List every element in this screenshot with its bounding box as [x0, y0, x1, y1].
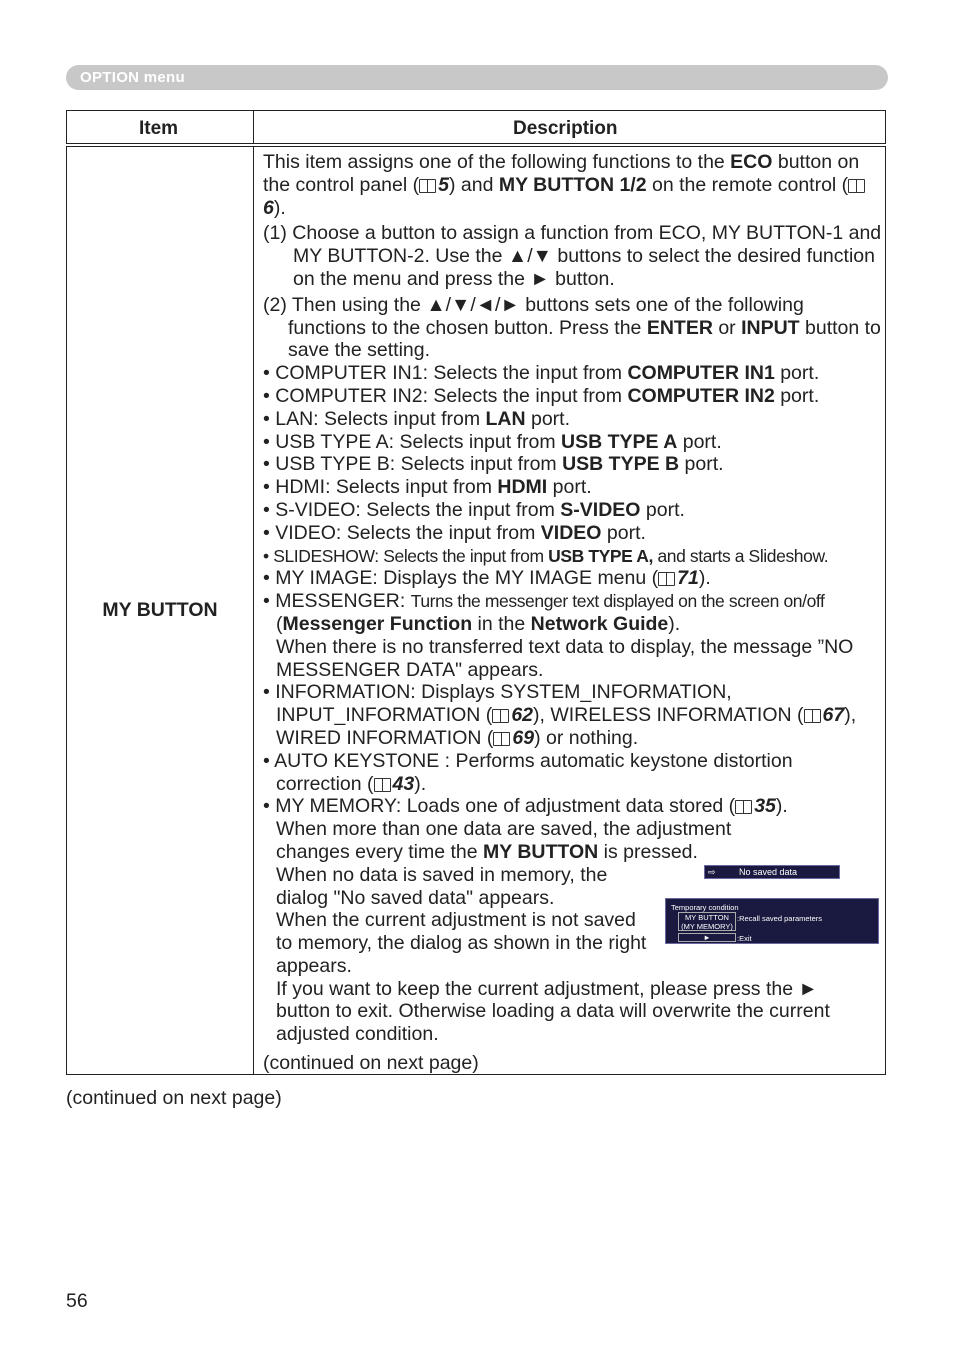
list-item: • COMPUTER IN1: Selects the input from COMPUTER IN1 port.	[263, 362, 820, 385]
list-item-my-memory: • MY MEMORY: Loads one of adjustment data stored ( 35).	[263, 795, 788, 818]
temporary-condition-dialog	[665, 898, 879, 944]
page-ref[interactable]: 71	[677, 567, 699, 590]
book-icon	[735, 800, 752, 813]
table-header-row	[66, 110, 886, 144]
page-ref[interactable]: 6	[263, 196, 274, 219]
play-arrow-icon: ►	[703, 933, 711, 942]
page-ref[interactable]: 5	[438, 173, 449, 196]
list-item-auto-keystone: • AUTO KEYSTONE : Performs automatic keystone distortion correction ( 43).	[263, 749, 793, 795]
messenger-ref: (Messenger Function in the Network Guide).	[276, 612, 681, 635]
my-button-memory-button[interactable]: MY BUTTON (MY MEMORY)	[678, 912, 736, 931]
recall-label: :Recall saved parameters	[737, 914, 823, 923]
list-item: • S-VIDEO: Selects the input from S-VIDEO port.	[263, 498, 685, 521]
page-ref[interactable]: 62	[511, 704, 534, 727]
book-icon	[658, 572, 675, 585]
header-item: Item	[139, 118, 179, 139]
list-item: • LAN: Selects input from LAN port.	[263, 407, 571, 430]
section-title: OPTION menu	[80, 69, 185, 86]
no-saved-data-dialog	[704, 865, 840, 879]
book-icon	[493, 732, 510, 745]
messenger-note: When there is no transferred text data to display, the message ”NO MESSENGER DATA" appears.	[276, 635, 854, 681]
page-ref[interactable]: 35	[754, 795, 776, 818]
dialog-title: Temporary condition	[671, 903, 739, 912]
list-item: • HDMI: Selects input from HDMI port.	[263, 476, 592, 499]
page-number: 56	[66, 1290, 88, 1312]
list-item: • SLIDESHOW: Selects the input from USB TYPE A, and starts a Slideshow.	[263, 545, 829, 566]
list-item-messenger: • MESSENGER: Turns the messenger text displayed on the screen on/off	[263, 590, 825, 613]
my-memory-note-2: When no data is saved in memory, the dialog "No saved data" appears.	[276, 863, 608, 909]
exit-label: :Exit	[737, 934, 752, 943]
header-description: Description	[513, 118, 618, 139]
intro-paragraph: This item assigns one of the following functions to the ECO button on the control panel ( 5) and MY BUTTON 1/2 on the remote control (6).	[263, 151, 883, 219]
dialog-text: No saved data	[739, 867, 798, 877]
page-ref[interactable]: 43	[392, 772, 415, 795]
book-icon	[374, 778, 391, 791]
list-item: • USB TYPE A: Selects input from USB TYPE A port.	[263, 430, 722, 453]
step-1: (1) Choose a button to assign a function from ECO, MY BUTTON-1 and MY BUTTON-2. Use the ▲/▼ buttons to select the desired function on the menu and press the ► button.	[263, 222, 882, 290]
item-name: MY BUTTON	[102, 599, 218, 621]
list-item-my-image: • MY IMAGE: Displays the MY IMAGE menu ( 71).	[263, 567, 711, 590]
list-item-information: • INFORMATION: Displays SYSTEM_INFORMATION, INPUT_INFORMATION ( 62), WIRELESS INFORMATION ( 67), WIRED INFORMATION ( 69) or nothing.	[263, 681, 857, 749]
book-icon	[419, 179, 436, 192]
book-icon	[848, 179, 865, 192]
exit-button[interactable]	[678, 933, 736, 942]
continued-in-cell: (continued on next page)	[263, 1052, 479, 1075]
my-memory-note-3: When the current adjustment is not saved to memory, the dialog as shown in the right appears.	[276, 909, 647, 977]
list-item: • VIDEO: Selects the input from VIDEO port.	[263, 521, 646, 544]
book-icon	[492, 709, 509, 722]
list-item: • USB TYPE B: Selects input from USB TYPE B port.	[263, 453, 724, 476]
my-memory-note-4: If you want to keep the current adjustment, please press the ► button to exit. Otherwise loading a data will overwrite the current adjusted condition.	[276, 977, 830, 1046]
section-header-bar	[66, 65, 888, 90]
arrow-right-icon: ⇨	[708, 867, 716, 877]
page-ref[interactable]: 67	[822, 704, 845, 727]
my-memory-note-1: When more than one data are saved, the adjustment changes every time the MY BUTTON is pressed.	[276, 818, 732, 863]
page-ref[interactable]: 69	[512, 726, 535, 749]
column-divider	[253, 147, 254, 1074]
list-item: • COMPUTER IN2: Selects the input from COMPUTER IN2 port.	[263, 384, 820, 407]
continued-footer: (continued on next page)	[66, 1087, 282, 1109]
book-icon	[804, 709, 821, 722]
step-2: (2) Then using the ▲/▼/◄/► buttons sets one of the following functions to the chosen button. Press the ENTER or INPUT button to save the setting.	[263, 293, 881, 362]
